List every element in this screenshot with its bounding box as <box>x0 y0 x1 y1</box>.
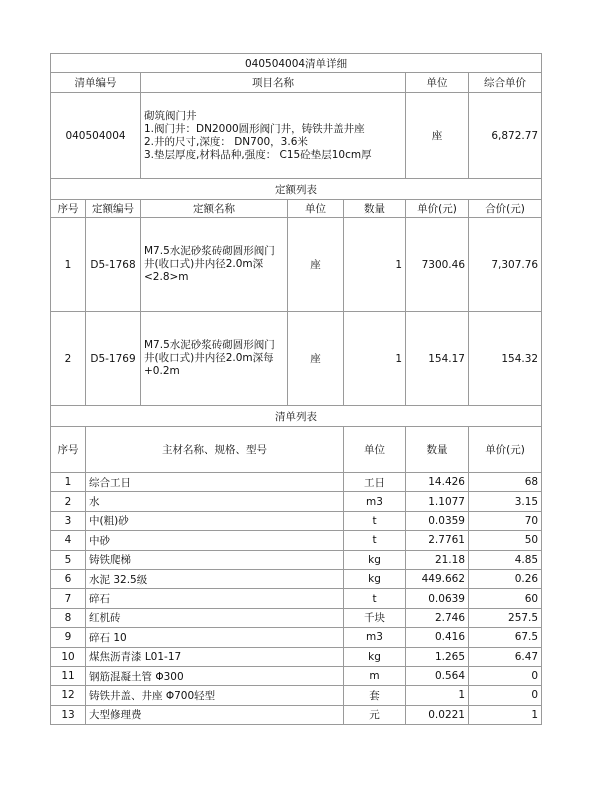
quota-code: D5-1769 <box>86 312 141 406</box>
material-seq: 2 <box>51 492 86 511</box>
material-row <box>51 511 542 530</box>
main-item-description <box>141 93 406 179</box>
material-row <box>51 608 542 627</box>
material-qty: 449.662 <box>406 569 469 588</box>
material-row <box>51 647 542 666</box>
material-row <box>51 492 542 511</box>
materials-header-unit-price: 单价(元) <box>469 427 542 473</box>
material-row <box>51 666 542 685</box>
material-seq: 6 <box>51 569 86 588</box>
header-price: 综合单价 <box>469 73 542 93</box>
material-unit-price: 68 <box>469 473 542 492</box>
quota-total: 7,307.76 <box>469 218 542 312</box>
quota-qty: 1 <box>344 218 406 312</box>
material-qty: 2.746 <box>406 608 469 627</box>
material-unit-price: 0 <box>469 666 542 685</box>
material-row <box>51 473 542 492</box>
material-unit: m <box>344 666 406 685</box>
material-unit: 工日 <box>344 473 406 492</box>
material-seq: 13 <box>51 705 86 724</box>
material-qty: 1.1077 <box>406 492 469 511</box>
quota-header-qty: 数量 <box>344 200 406 218</box>
material-unit-price: 6.47 <box>469 647 542 666</box>
desc-line-3: 3.垫层厚度,材料品种,强度： C15砼垫层10cm厚 <box>144 148 372 161</box>
quota-unit-price: 7300.46 <box>406 218 469 312</box>
material-qty: 0.0639 <box>406 589 469 608</box>
material-seq: 12 <box>51 686 86 705</box>
material-qty: 1.265 <box>406 647 469 666</box>
materials-header-name: 主材名称、规格、型号 <box>86 427 344 473</box>
quota-qty: 1 <box>344 312 406 406</box>
materials-header-qty: 数量 <box>406 427 469 473</box>
bill-detail-sheet <box>50 53 541 725</box>
material-unit: kg <box>344 569 406 588</box>
quota-section-title: 定额列表 <box>51 179 542 200</box>
material-unit-price: 1 <box>469 705 542 724</box>
quota-header-unit: 单位 <box>288 200 344 218</box>
material-seq: 11 <box>51 666 86 685</box>
materials-header-row <box>51 427 542 473</box>
quota-unit: 座 <box>288 312 344 406</box>
quota-code: D5-1768 <box>86 218 141 312</box>
main-item-row <box>51 93 542 179</box>
material-unit-price: 50 <box>469 531 542 550</box>
material-name: 碎石 <box>86 589 344 608</box>
quota-header-unit-price: 单价(元) <box>406 200 469 218</box>
quota-seq: 1 <box>51 218 86 312</box>
material-seq: 4 <box>51 531 86 550</box>
header-name: 项目名称 <box>141 73 406 93</box>
material-row <box>51 686 542 705</box>
quota-header-code: 定额编号 <box>86 200 141 218</box>
quota-header-seq: 序号 <box>51 200 86 218</box>
material-name: 铸铁爬梯 <box>86 550 344 569</box>
material-unit-price: 4.85 <box>469 550 542 569</box>
quota-name: M7.5水泥砂浆砖砌圆形阀门井(收口式)井内径2.0m深<2.8>m <box>141 218 288 312</box>
material-qty: 0.0221 <box>406 705 469 724</box>
quota-row <box>51 312 542 406</box>
material-row <box>51 589 542 608</box>
material-unit-price: 0.26 <box>469 569 542 588</box>
material-qty: 0.0359 <box>406 511 469 530</box>
main-item-unit: 座 <box>406 93 469 179</box>
materials-section-title: 清单列表 <box>51 406 542 427</box>
material-name: 水 <box>86 492 344 511</box>
material-unit: m3 <box>344 628 406 647</box>
material-qty: 1 <box>406 686 469 705</box>
main-header-row <box>51 73 542 93</box>
desc-line-2: 2.井的尺寸,深度： DN700，3.6米 <box>144 135 308 148</box>
material-unit: m3 <box>344 492 406 511</box>
material-unit: t <box>344 531 406 550</box>
material-unit: kg <box>344 550 406 569</box>
quota-header-total: 合价(元) <box>469 200 542 218</box>
material-unit-price: 70 <box>469 511 542 530</box>
quota-seq: 2 <box>51 312 86 406</box>
quota-section-row <box>51 179 542 200</box>
materials-header-unit: 单位 <box>344 427 406 473</box>
material-seq: 7 <box>51 589 86 608</box>
quota-name: M7.5水泥砂浆砖砌圆形阀门井(收口式)井内径2.0m深每+0.2m <box>141 312 288 406</box>
main-item-code: 040504004 <box>51 93 141 179</box>
material-seq: 5 <box>51 550 86 569</box>
material-seq: 1 <box>51 473 86 492</box>
material-name: 钢筋混凝土管 Φ300 <box>86 666 344 685</box>
material-name: 水泥 32.5级 <box>86 569 344 588</box>
quota-total: 154.32 <box>469 312 542 406</box>
material-unit: t <box>344 511 406 530</box>
material-unit: 元 <box>344 705 406 724</box>
material-qty: 0.564 <box>406 666 469 685</box>
material-unit: 千块 <box>344 608 406 627</box>
material-unit: t <box>344 589 406 608</box>
material-name: 中砂 <box>86 531 344 550</box>
material-seq: 8 <box>51 608 86 627</box>
material-name: 红机砖 <box>86 608 344 627</box>
material-unit: kg <box>344 647 406 666</box>
material-unit-price: 257.5 <box>469 608 542 627</box>
material-row <box>51 550 542 569</box>
desc-line-name: 砌筑阀门井 <box>144 109 197 122</box>
quota-unit-price: 154.17 <box>406 312 469 406</box>
quota-header-row <box>51 200 542 218</box>
material-seq: 3 <box>51 511 86 530</box>
material-unit-price: 3.15 <box>469 492 542 511</box>
materials-header-seq: 序号 <box>51 427 86 473</box>
header-code: 清单编号 <box>51 73 141 93</box>
material-seq: 9 <box>51 628 86 647</box>
material-unit: 套 <box>344 686 406 705</box>
material-seq: 10 <box>51 647 86 666</box>
title-row <box>51 54 542 73</box>
quota-row <box>51 218 542 312</box>
material-unit-price: 67.5 <box>469 628 542 647</box>
material-name: 煤焦沥青漆 L01-17 <box>86 647 344 666</box>
material-row <box>51 569 542 588</box>
material-unit-price: 0 <box>469 686 542 705</box>
material-row <box>51 705 542 724</box>
material-qty: 14.426 <box>406 473 469 492</box>
material-qty: 21.18 <box>406 550 469 569</box>
material-name: 中(粗)砂 <box>86 511 344 530</box>
material-qty: 0.416 <box>406 628 469 647</box>
quota-unit: 座 <box>288 218 344 312</box>
sheet-title: 040504004清单详细 <box>51 54 542 73</box>
materials-section-row <box>51 406 542 427</box>
material-name: 碎石 10 <box>86 628 344 647</box>
material-qty: 2.7761 <box>406 531 469 550</box>
header-unit: 单位 <box>406 73 469 93</box>
material-name: 铸铁井盖、井座 Φ700轻型 <box>86 686 344 705</box>
material-row <box>51 628 542 647</box>
materials-body <box>51 473 542 725</box>
bill-detail-table <box>50 53 542 725</box>
material-unit-price: 60 <box>469 589 542 608</box>
quota-header-name: 定额名称 <box>141 200 288 218</box>
material-row <box>51 531 542 550</box>
material-name: 综合工日 <box>86 473 344 492</box>
desc-line-1: 1.阀门井：DN2000圆形阀门井，铸铁井盖井座 <box>144 122 365 135</box>
main-item-price: 6,872.77 <box>469 93 542 179</box>
material-name: 大型修理费 <box>86 705 344 724</box>
